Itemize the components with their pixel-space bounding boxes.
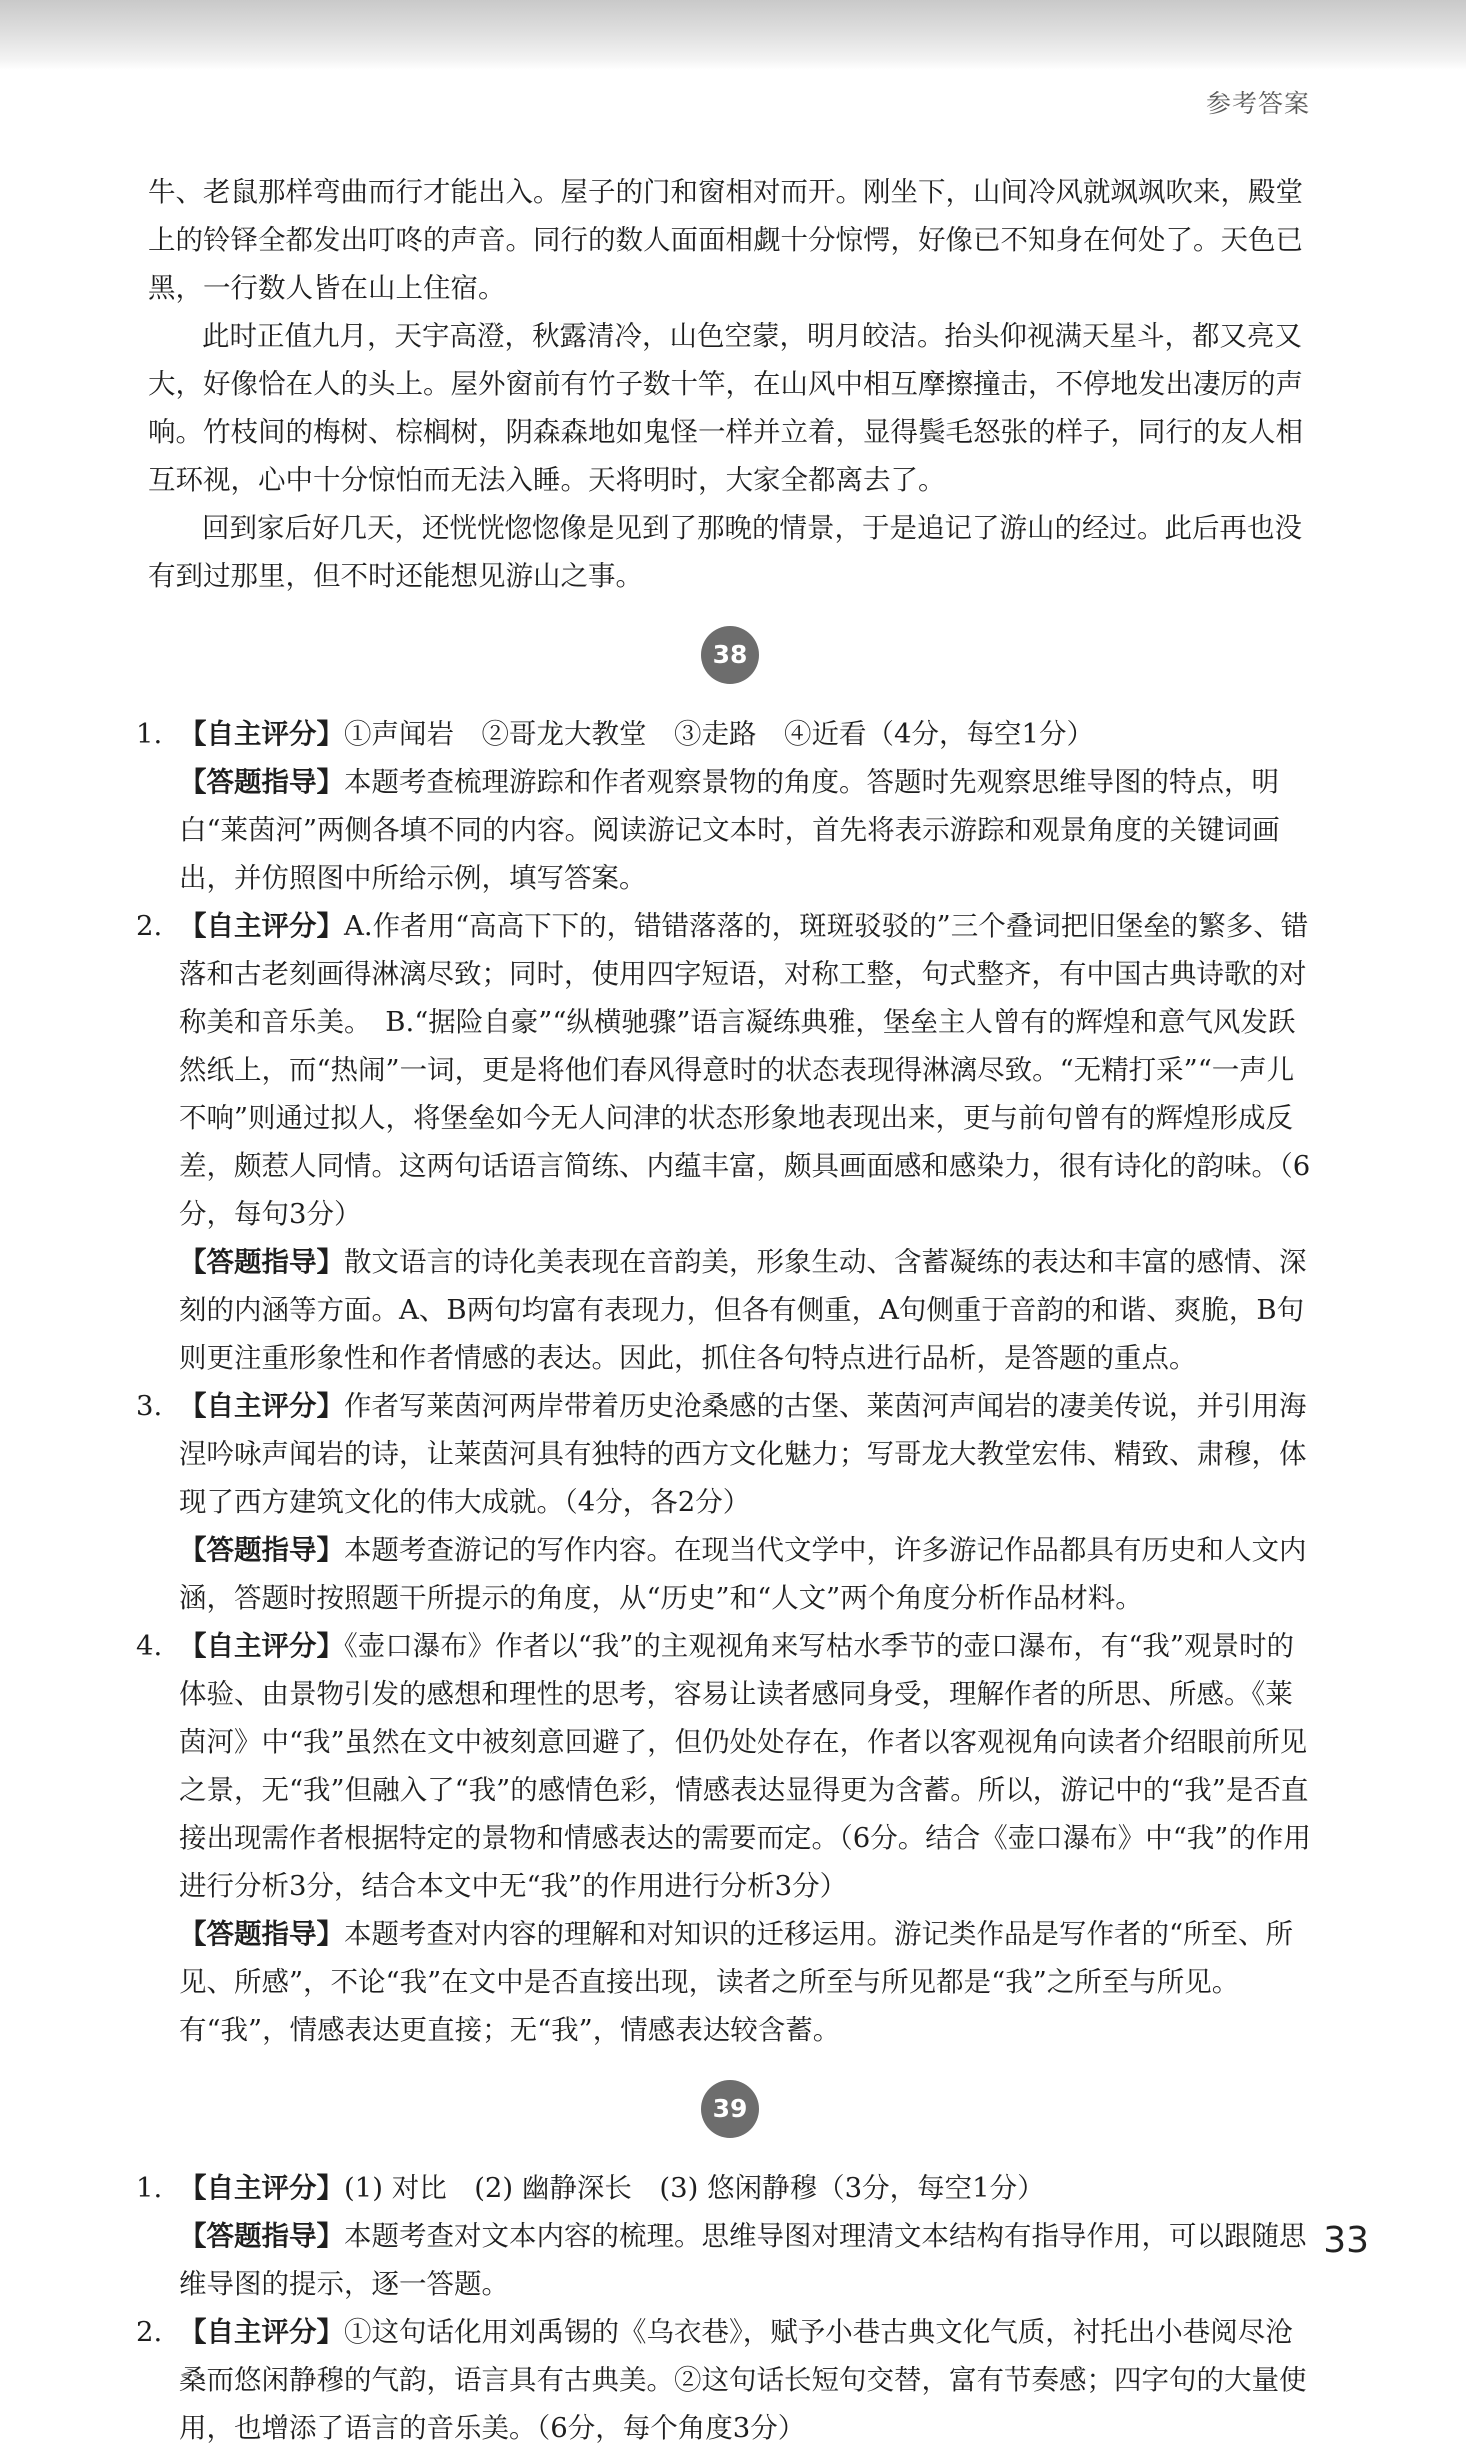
item-number: 2. [136, 910, 163, 942]
self-score-text: (1) 对比 (2) 幽静深长 (3) 悠闲静穆（3分，每空1分） [344, 2172, 1045, 2204]
section-badge-wrap [148, 600, 1312, 710]
self-score-label: 【自主评分】 [179, 2316, 344, 2348]
answer-guide-text: 本题考查游记的写作内容。在现当代文学中，许多游记作品都具有历史和人文内涵，答题时按照题干所提示的角度，从“历史”和“人文”两个角度分析作品材料。 [179, 1534, 1307, 1614]
answer-guide-text: 散文语言的诗化美表现在音韵美，形象生动、含蓄凝练的表达和丰富的感情、深刻的内涵等方面。A、B两句均富有表现力，但各有侧重，A句侧重于音韵的和谐、爽脆，B句则更注重形象性和作者情感的表达。因此，抓住各句特点进行品析，是答题的重点。 [179, 1246, 1307, 1374]
answer-guide-label: 【答题指导】 [179, 1534, 344, 1566]
answer-item [136, 1382, 1312, 1622]
answer-guide-text: 本题考查梳理游踪和作者观察景物的角度。答题时先观察思维导图的特点，明白“莱茵河”两侧各填不同的内容。阅读游记文本时，首先将表示游踪和观景角度的关键词画出，并仿照图中所给示例，填写答案。 [179, 766, 1280, 894]
self-score-text: ①声闻岩 ②哥龙大教堂 ③走路 ④近看（4分，每空1分） [344, 718, 1094, 750]
answer-guide-label: 【答题指导】 [179, 766, 344, 798]
self-score [179, 710, 1312, 758]
self-score-text: 《壶口瀑布》作者以“我”的主观视角来写枯水季节的壶口瀑布，有“我”观景时的体验、由景物引发的感想和理性的思考，容易让读者感同身受，理解作者的所思、所感。《莱茵河》中“我”虽然在文中被刻意回避了，但仍处处存在，作者以客观视角向读者介绍眼前所见之景，无“我”但融入了“我”的感情色彩，情感表达显得更为含蓄。所以，游记中的“我”是否直接出现需作者根据特定的景物和情感表达的需要而定。（6分。结合《壶口瀑布》中“我”的作用进行分析3分，结合本文中无“我”的作用进行分析3分） [179, 1630, 1311, 1902]
section-header-label: 参考答案 [1205, 89, 1310, 118]
answer-item [136, 710, 1312, 902]
answer-guide [179, 1526, 1312, 1622]
item-number: 2. [136, 2316, 163, 2348]
self-score-label: 【自主评分】 [179, 1390, 344, 1422]
self-score-label: 【自主评分】 [179, 1630, 344, 1662]
self-score-text: 作者写莱茵河两岸带着历史沧桑感的古堡、莱茵河声闻岩的凄美传说，并引用海涅吟咏声闻岩的诗，让莱茵河具有独特的西方文化魅力；写哥龙大教堂宏伟、精致、肃穆，体现了西方建筑文化的伟大成就。（4分，各2分） [179, 1390, 1307, 1518]
answer-guide [179, 758, 1312, 902]
page-number: 33 [1323, 2220, 1369, 2261]
answer-content [136, 168, 1312, 2452]
self-score-label: 【自主评分】 [179, 718, 344, 750]
self-score [179, 2164, 1312, 2212]
answer-guide [179, 1910, 1312, 2054]
self-score [179, 1622, 1312, 1910]
answer-guide [179, 2212, 1312, 2308]
self-score-label: 【自主评分】 [179, 910, 344, 942]
answer-guide-text: 本题考查对内容的理解和对知识的迁移运用。游记类作品是写作者的“所至、所见、所感”，不论“我”在文中是否直接出现，读者之所至与所见都是“我”之所至与所见。有“我”，情感表达更直接；无“我”，情感表达较含蓄。 [179, 1918, 1294, 2046]
section-number-badge: 39 [701, 2080, 759, 2138]
self-score [179, 2308, 1312, 2452]
item-number: 1. [136, 718, 163, 750]
answer-guide-text: 本题考查对文本内容的梳理。思维导图对理清文本结构有指导作用，可以跟随思维导图的提示，逐一答题。 [179, 2220, 1307, 2300]
section-badge-wrap [148, 2054, 1312, 2164]
self-score-label: 【自主评分】 [179, 2172, 344, 2204]
answer-item [136, 1622, 1312, 2054]
item-number: 4. [136, 1630, 163, 1662]
answer-item [136, 2308, 1312, 2452]
item-number: 3. [136, 1390, 163, 1422]
scan-top-shadow [0, 0, 1466, 70]
self-score [179, 1382, 1312, 1526]
answer-guide [179, 1238, 1312, 1382]
self-score [179, 902, 1312, 1238]
item-number: 1. [136, 2172, 163, 2204]
translation-paragraph: 此时正值九月，天宇高澄，秋露清冷，山色空蒙，明月皎洁。抬头仰视满天星斗，都又亮又大，好像恰在人的头上。屋外窗前有竹子数十竿，在山风中相互摩擦撞击，不停地发出凄厉的声响。竹枝间的梅树、棕榈树，阴森森地如鬼怪一样并立着，显得鬓毛怒张的样子，同行的友人相互环视，心中十分惊怕而无法入睡。天将明时，大家全都离去了。 [148, 320, 1303, 496]
translation-paragraph: 牛、老鼠那样弯曲而行才能出入。屋子的门和窗相对而开。刚坐下，山间冷风就飒飒吹来，殿堂上的铃铎全都发出叮咚的声音。同行的数人面面相觑十分惊愕，好像已不知身在何处了。天色已黑，一行数人皆在山上住宿。 [148, 176, 1303, 304]
self-score-text: A.作者用“高高下下的，错错落落的，斑斑驳驳的”三个叠词把旧堡垒的繁多、错落和古老刻画得淋漓尽致；同时，使用四字短语，对称工整，句式整齐，有中国古典诗歌的对称美和音乐美。 B.“据险自豪”“纵横驰骤”语言凝练典雅，堡垒主人曾有的辉煌和意气风发跃然纸上，而“热闹”一词，更是将他们春风得意时的状态表现得淋漓尽致。“无精打采”“一声儿不响”则通过拟人，将堡垒如今无人问津的状态形象地表现出来，更与前句曾有的辉煌形成反差，颇惹人同情。这两句话语言简练、内蕴丰富，颇具画面感和感染力，很有诗化的韵味。（6分，每句3分） [179, 910, 1311, 1230]
section-number-badge: 38 [701, 626, 759, 684]
answer-item [136, 902, 1312, 1382]
answer-item [136, 2164, 1312, 2308]
self-score-text: ①这句话化用刘禹锡的《乌衣巷》，赋予小巷古典文化气质，衬托出小巷阅尽沧桑而悠闲静穆的气韵，语言具有古典美。②这句话长短句交替，富有节奏感；四字句的大量使用，也增添了语言的音乐美。（6分，每个角度3分） [179, 2316, 1307, 2444]
answer-guide-label: 【答题指导】 [179, 1918, 344, 1950]
translation-paragraph: 回到家后好几天，还恍恍惚惚像是见到了那晚的情景，于是追记了游山的经过。此后再也没有到过那里，但不时还能想见游山之事。 [148, 512, 1302, 592]
answer-guide-label: 【答题指导】 [179, 1246, 344, 1278]
answer-guide-label: 【答题指导】 [179, 2220, 344, 2252]
